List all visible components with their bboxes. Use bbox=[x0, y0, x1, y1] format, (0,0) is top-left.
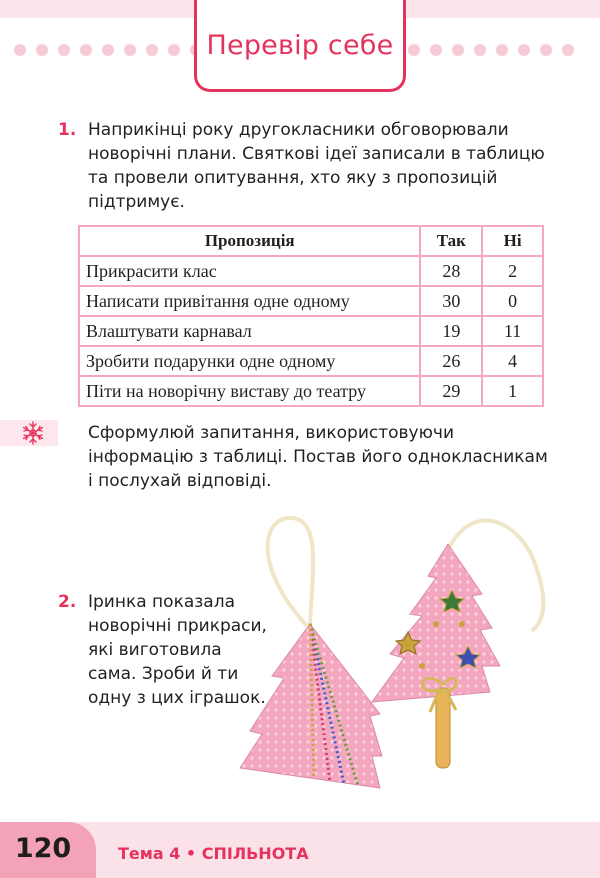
theme-separator: • bbox=[185, 844, 197, 863]
table-header-no: Ні bbox=[482, 226, 543, 256]
footer-theme bbox=[118, 844, 309, 863]
followup-line: інформацію з таблиці. Постав його однокласникам bbox=[88, 447, 548, 467]
task-1-line: та провели опитування, хто яку з пропозицій bbox=[88, 168, 498, 188]
table-cell-proposal: Піти на новорічну виставу до театру bbox=[79, 376, 420, 406]
flat-tree-ornament bbox=[372, 544, 500, 768]
proposals-table bbox=[78, 225, 544, 407]
snowflake-icon bbox=[20, 420, 46, 446]
table-cell-no: 4 bbox=[482, 346, 543, 376]
cone-tree-ornament bbox=[240, 624, 382, 788]
table-row bbox=[79, 316, 543, 346]
table-cell-yes: 28 bbox=[420, 256, 482, 286]
task-2-line: новорічні прикраси, bbox=[88, 616, 267, 636]
table-cell-proposal: Написати привітання одне одному bbox=[79, 286, 420, 316]
table-cell-no: 1 bbox=[482, 376, 543, 406]
task-1-number: 1. bbox=[58, 120, 77, 140]
table-cell-yes: 26 bbox=[420, 346, 482, 376]
table-row bbox=[79, 346, 543, 376]
ornaments-photo bbox=[232, 506, 562, 796]
table-cell-yes: 19 bbox=[420, 316, 482, 346]
followup-line: і послухай відповіді. bbox=[88, 471, 272, 491]
stick bbox=[436, 688, 450, 768]
table-cell-no: 2 bbox=[482, 256, 543, 286]
table-cell-no: 11 bbox=[482, 316, 543, 346]
table-header-proposal: Пропозиція bbox=[79, 226, 420, 256]
section-title: Перевір себе bbox=[206, 30, 394, 61]
table-cell-no: 0 bbox=[482, 286, 543, 316]
task-1-text bbox=[88, 118, 568, 214]
section-title-tab bbox=[194, 0, 406, 92]
task-2-line: Іринка показала bbox=[88, 592, 235, 612]
table-row bbox=[79, 376, 543, 406]
followup-text bbox=[88, 421, 568, 493]
table-cell-proposal: Зробити подарунки одне одному bbox=[79, 346, 420, 376]
task-2-line: одну з цих іграшок. bbox=[88, 688, 266, 708]
task-2-number: 2. bbox=[58, 592, 77, 612]
theme-name: СПІЛЬНОТА bbox=[201, 844, 309, 863]
table-cell-proposal: Прикрасити клас bbox=[79, 256, 420, 286]
table-header-row bbox=[79, 226, 543, 256]
task-1-line: підтримує. bbox=[88, 192, 185, 212]
task-2-line: які виготовила bbox=[88, 640, 222, 660]
table-header-yes: Так bbox=[420, 226, 482, 256]
table-cell-yes: 29 bbox=[420, 376, 482, 406]
ribbon-left bbox=[268, 518, 314, 626]
task-2-line: сама. Зроби й ти bbox=[88, 664, 239, 684]
theme-label: Тема 4 bbox=[118, 844, 181, 863]
decorative-dots-right bbox=[408, 44, 574, 56]
task-1-line: новорічні плани. Святкові ідеї записали в таблицю bbox=[88, 144, 545, 164]
table-cell-yes: 30 bbox=[420, 286, 482, 316]
followup-line: Сформулюй запитання, використовуючи bbox=[88, 423, 455, 443]
table-row bbox=[79, 286, 543, 316]
table-row bbox=[79, 256, 543, 286]
table-cell-proposal: Влаштувати карнавал bbox=[79, 316, 420, 346]
task-1-line: Наприкінці року другокласники обговорювали bbox=[88, 120, 509, 140]
page-number: 120 bbox=[14, 833, 72, 864]
